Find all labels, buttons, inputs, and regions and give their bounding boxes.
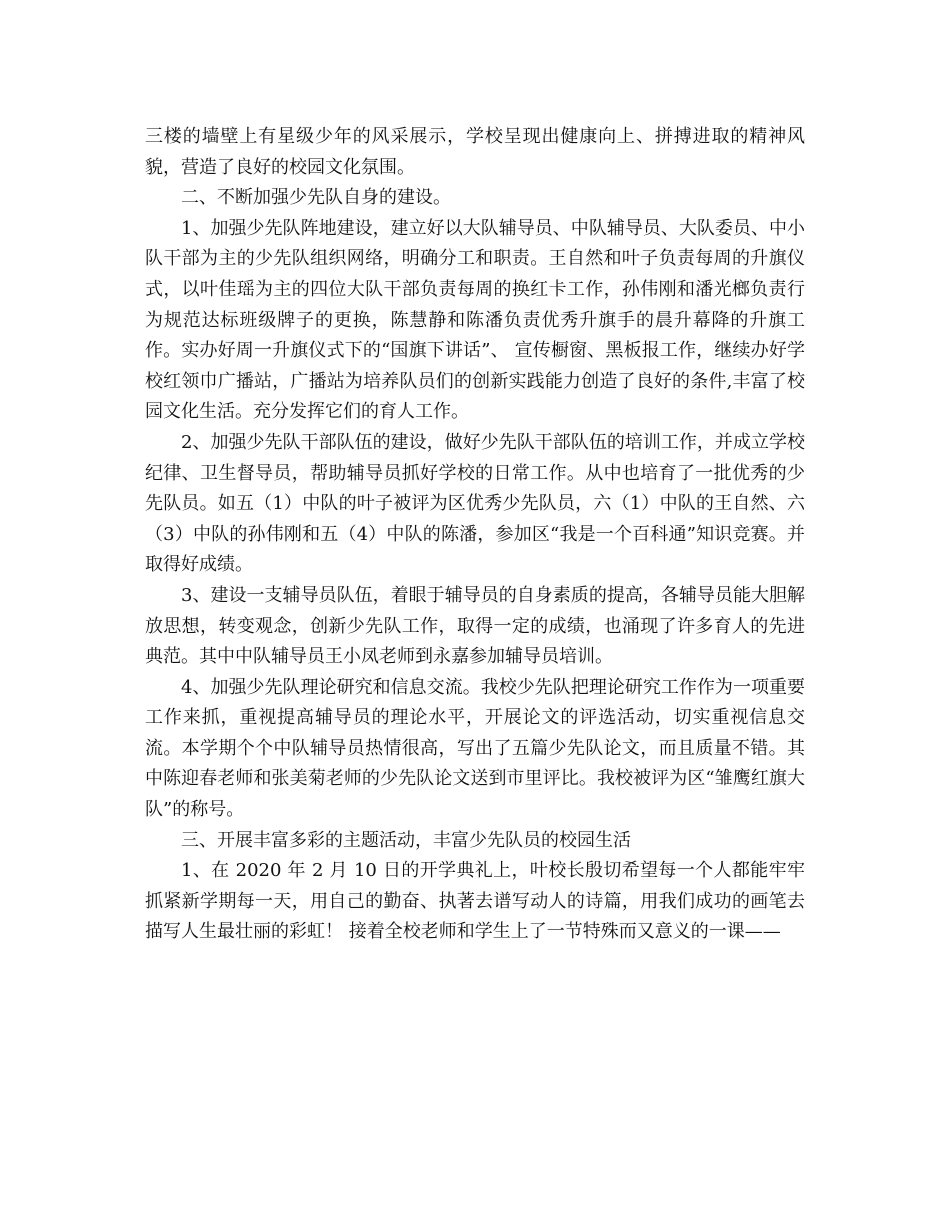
- paragraph-8: 1、在 2020 年 2 月 10 日的开学典礼上，叶校长殷切希望每一个人都能牢牢抓紧新学期每一天，用自己的勤奋、执著去谱写动人的诗篇，用我们成功的画笔去描写人生最壮丽的彩虹！ 接着全校老师和学生上了一节特殊而又意义的一课——: [145, 860, 805, 943]
- paragraph-6: 4、加强少先队理论研究和信息交流。我校少先队把理论研究工作作为一项重要工作来抓，重视提高辅导员的理论水平，开展论文的评选活动，切实重视信息交流。本学期个个中队辅导员热情很高，写出了五篇少先队论文，而且质量不错。其中陈迎春老师和张美菊老师的少先队论文送到市里评比。我校被评为区“雏鹰红旗大队”的称号。: [145, 676, 805, 821]
- section-heading-2: 二、不断加强少先队自身的建设。: [181, 187, 451, 209]
- paragraph-5: 3、建设一支辅导员队伍，着眼于辅导员的自身素质的提高，各辅导员能大胆解放思想，转变观念，创新少先队工作，取得一定的成绩，也涌现了许多育人的先进典范。其中中队辅导员王小凤老师到永嘉参加辅导员培训。: [145, 584, 805, 668]
- paragraph-4: 2、加强少先队干部队伍的建设，做好少先队干部队伍的培训工作，并成立学校纪律、卫生督导员，帮助辅导员抓好学校的日常工作。从中也培育了一批优秀的少先队员。如五（1）中队的叶子被评为区优秀少先队员，六（1）中队的王自然、六（3）中队的孙伟刚和五（4）中队的陈潘，参加区“我是一个百科通”知识竞赛。并取得好成绩。: [145, 431, 805, 576]
- paragraph-3: 1、加强少先队阵地建设，建立好以大队辅导员、中队辅导员、大队委员、中小队干部为主的少先队组织网络，明确分工和职责。王自然和叶子负责每周的升旗仪式，以叶佳瑶为主的四位大队干部负责每周的换红卡工作，孙伟刚和潘光榔负责行为规范达标班级牌子的更换，陈慧静和陈潘负责优秀升旗手的晨升幕降的升旗工作。实办好周一升旗仪式下的“国旗下讲话”、 宣传橱窗、黑板报工作，继续办好学校红领巾广播站，广播站为培养队员们的创新实践能力创造了良好的条件,丰富了校园文化生活。充分发挥它们的育人工作。: [145, 217, 805, 423]
- section-heading-3: 三、开展丰富多彩的主题活动，丰富少先队员的校园生活: [181, 829, 631, 851]
- paragraph-1: 三楼的墙壁上有星级少年的风采展示，学校呈现出健康向上、拼搏进取的精神风貌，营造了良好的校园文化氛围。: [145, 126, 805, 178]
- document-page: [145, 122, 805, 948]
